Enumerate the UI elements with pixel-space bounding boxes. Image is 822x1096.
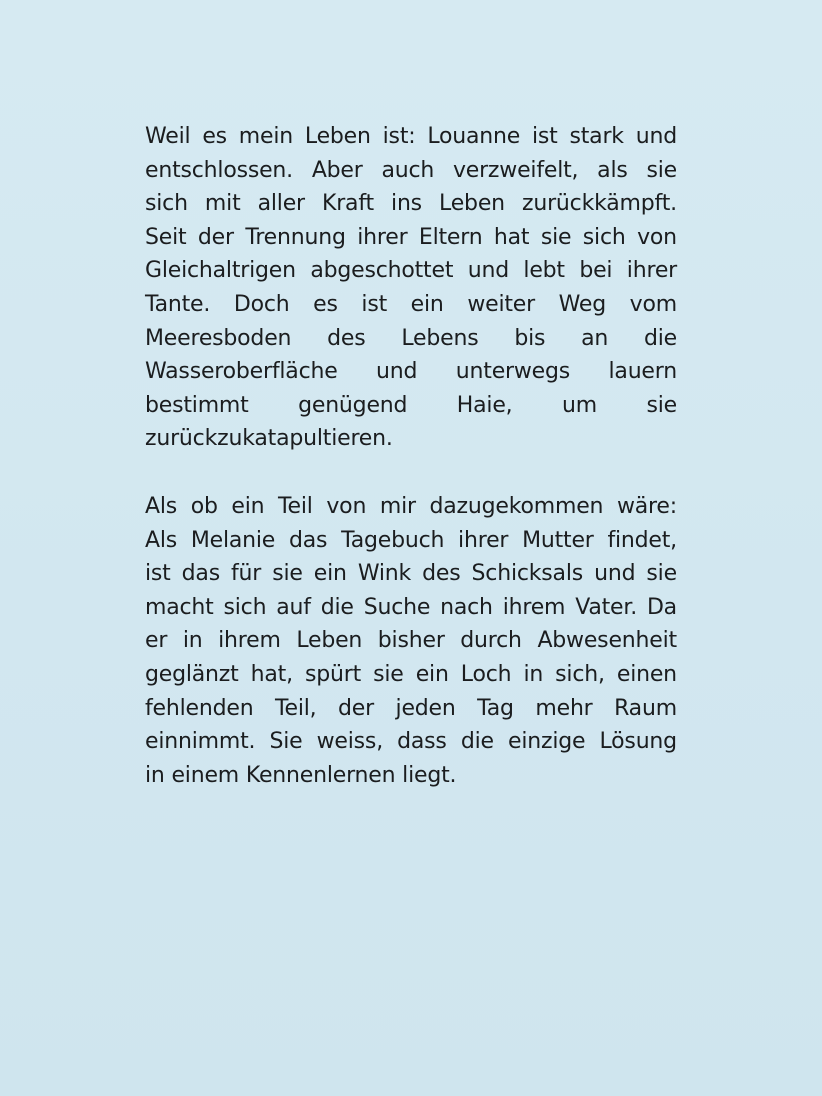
word: Weg — [558, 291, 607, 317]
word: hat, — [250, 661, 293, 687]
word: das — [288, 527, 328, 553]
text-line — [145, 389, 677, 423]
word: ist — [361, 291, 388, 317]
word: an — [581, 325, 609, 351]
text-line — [145, 725, 677, 759]
word: ihrem — [218, 628, 281, 654]
blurb-paragraph-louanne — [145, 120, 677, 456]
text-line — [145, 624, 677, 658]
text-line — [145, 355, 677, 389]
word: verzweifelt, — [452, 157, 579, 183]
word: bisher — [377, 628, 445, 654]
word: jeden — [395, 695, 456, 721]
word: bei — [579, 258, 613, 284]
word: ein — [415, 661, 449, 687]
word: Tante. — [145, 291, 211, 317]
word: er — [145, 628, 168, 654]
word: bis — [514, 325, 546, 351]
word: liegt. — [402, 762, 457, 788]
text-line — [145, 221, 677, 255]
text-line — [145, 322, 677, 356]
text-line — [145, 524, 677, 558]
text-line — [145, 759, 677, 793]
word: es — [313, 291, 338, 317]
word: mehr — [535, 695, 593, 721]
word: ein — [313, 561, 347, 587]
word: ihrem — [502, 594, 566, 620]
word: unterwegs — [455, 359, 571, 385]
word: und — [467, 258, 509, 284]
word: Als — [145, 493, 178, 519]
word: in — [523, 661, 544, 687]
word: in — [145, 762, 165, 788]
word: ihrer — [626, 258, 677, 284]
word: als — [597, 157, 628, 183]
word: Suche — [363, 594, 431, 620]
word: einen — [616, 661, 677, 687]
blurb-paragraph-melanie — [145, 490, 677, 792]
word: Gleichaltrigen — [145, 258, 296, 284]
word: Raum — [614, 695, 677, 721]
word: Aber — [311, 157, 363, 183]
word: die — [643, 325, 677, 351]
word: Leben — [296, 628, 363, 654]
word: zurückzukatapultieren. — [145, 426, 393, 452]
text-line — [145, 422, 677, 456]
word: Tagebuch — [341, 527, 445, 553]
word: und — [635, 124, 677, 149]
word: sich — [582, 224, 626, 250]
text-line — [145, 288, 677, 322]
word: ein — [231, 493, 265, 519]
word: sich, — [555, 661, 605, 687]
word: in — [182, 628, 203, 654]
word: Mutter — [522, 527, 594, 553]
word: sie — [646, 561, 677, 587]
word: und — [594, 561, 636, 587]
word: ihrer — [357, 224, 408, 250]
text-line — [145, 120, 677, 154]
word: fehlenden — [145, 695, 254, 721]
word: vom — [629, 291, 677, 317]
text-line — [145, 490, 677, 524]
text-line — [145, 658, 677, 692]
word: mit — [204, 191, 241, 217]
word: abgeschottet — [310, 258, 454, 284]
word: einzige — [508, 729, 586, 755]
word: das — [181, 561, 220, 587]
word: findet, — [607, 527, 677, 553]
word: sie — [540, 224, 572, 250]
word: hat — [493, 224, 530, 250]
word: für — [231, 561, 262, 587]
word: Leben — [439, 191, 505, 217]
word: von — [637, 224, 677, 250]
word: sie — [373, 661, 404, 687]
word: Trennung — [245, 224, 346, 250]
word: weiter — [467, 291, 535, 317]
word: ist — [531, 124, 558, 149]
word: dass — [397, 729, 447, 755]
text-line — [145, 692, 677, 726]
word: macht — [145, 594, 214, 620]
word: stark — [569, 124, 624, 149]
word: Leben — [304, 124, 371, 149]
word: ein — [410, 291, 444, 317]
word: wäre: — [616, 493, 677, 519]
word: ihrer — [458, 527, 509, 553]
word: Teil, — [275, 695, 317, 721]
word: Kennenlernen — [245, 762, 396, 788]
text-line — [145, 254, 677, 288]
word: weiss, — [316, 729, 383, 755]
word: ins — [391, 191, 422, 217]
word: sie — [646, 157, 677, 183]
word: des — [327, 325, 366, 351]
word: Melanie — [190, 527, 276, 553]
word: entschlossen. — [145, 157, 293, 183]
word: Haie, — [456, 392, 513, 418]
word: Da — [646, 594, 677, 620]
word: zurückkämpft. — [522, 191, 677, 217]
word: dazugekommen — [429, 493, 604, 519]
word: der — [338, 695, 374, 721]
word: Meeresboden — [145, 325, 292, 351]
word: Louanne — [427, 124, 521, 149]
word: sie — [272, 561, 303, 587]
word: Vater. — [575, 594, 638, 620]
word: des — [422, 561, 461, 587]
word: durch — [460, 628, 522, 654]
word: Schicksals — [471, 561, 584, 587]
word: Abwesenheit — [537, 628, 677, 654]
word: und — [376, 359, 418, 385]
word: die — [460, 729, 494, 755]
word: ist — [145, 561, 171, 587]
word: ob — [190, 493, 218, 519]
word: Kraft — [321, 191, 374, 217]
word: mein — [238, 124, 294, 149]
word: lebt — [523, 258, 565, 284]
word: Seit — [145, 224, 187, 250]
text-line — [145, 154, 677, 188]
word: auch — [381, 157, 435, 183]
word: Tag — [477, 695, 514, 721]
word: auf — [276, 594, 311, 620]
word: von — [326, 493, 367, 519]
text-line — [145, 557, 677, 591]
word: die — [320, 594, 354, 620]
word: nach — [440, 594, 493, 620]
word: lauern — [608, 359, 677, 385]
word: geglänzt — [145, 661, 239, 687]
word: Lebens — [401, 325, 479, 351]
word: um — [561, 392, 597, 418]
word: Doch — [233, 291, 290, 317]
word: genügend — [298, 392, 408, 418]
word: spürt — [304, 661, 362, 687]
blurb-text — [145, 120, 677, 792]
word: Als — [145, 527, 178, 553]
text-line — [145, 591, 677, 625]
word: ist: — [382, 124, 416, 149]
word: Lösung — [599, 729, 677, 755]
word: es — [202, 124, 227, 149]
word: einem — [171, 762, 240, 788]
word: Loch — [460, 661, 512, 687]
word: Wink — [357, 561, 412, 587]
text-line — [145, 187, 677, 221]
word: Weil — [145, 124, 191, 149]
word: Wasseroberfläche — [145, 359, 338, 385]
word: sich — [145, 191, 188, 217]
word: Teil — [278, 493, 313, 519]
word: sich — [223, 594, 267, 620]
word: sie — [646, 392, 677, 418]
word: mir — [379, 493, 416, 519]
word: Sie — [269, 729, 303, 755]
word: bestimmt — [145, 392, 249, 418]
word: einnimmt. — [145, 729, 256, 755]
paragraph-spacer — [145, 456, 677, 490]
word: Eltern — [418, 224, 483, 250]
word: aller — [257, 191, 305, 217]
word: der — [197, 224, 234, 250]
